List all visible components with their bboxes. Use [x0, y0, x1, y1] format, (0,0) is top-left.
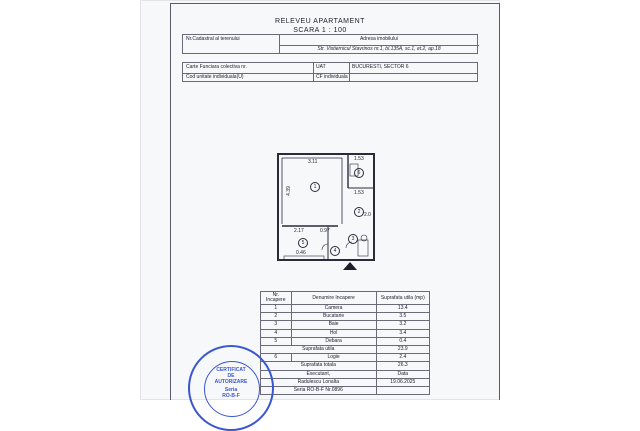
table-row [261, 305, 430, 313]
row-area: 3.2 [376, 321, 429, 329]
col-header-name: Denumire Incapere [291, 292, 376, 305]
room-label-3: 3 [348, 234, 358, 244]
address-label: Adresa imobilului [359, 36, 399, 42]
stamp-line-4: Seria [224, 387, 238, 393]
subtotal-label: Suprafata utila [261, 345, 377, 353]
empty-cell [376, 386, 429, 394]
row-number: 3 [261, 321, 292, 329]
row-name: Debara [291, 337, 376, 345]
dim-left-vertical: 4.39 [285, 186, 292, 196]
room-label-6: 6 [354, 168, 364, 178]
dim-top-right: 1.53 [354, 156, 364, 162]
table-header-row [261, 292, 430, 305]
table-row [261, 337, 430, 345]
total-row [261, 362, 430, 370]
executant-code: Seria RO-B-F Nr.0896 [261, 386, 377, 394]
subtotal-row [261, 345, 430, 353]
floor-plan [268, 140, 388, 275]
stamp-line-1: CERTIFICAT [216, 367, 246, 373]
unit-label: Cod unitate individuala(U) [186, 74, 244, 80]
dim-bottom-small: 0.46 [296, 250, 306, 256]
total-value: 26.3 [376, 362, 429, 370]
table-row [261, 354, 430, 362]
executant-label: Executant, [261, 370, 377, 378]
subtotal-value: 23.9 [376, 345, 429, 353]
row-name: Camera [291, 305, 376, 313]
document-title: RELEVEU APARTAMENT [275, 18, 365, 25]
col-header-area: Suprafata utila (mp) [376, 292, 429, 305]
stamp-line-2: DE [227, 373, 235, 379]
area-table [260, 291, 430, 395]
row-name: Bucatarie [291, 313, 376, 321]
executant-name: Radulescu Lonalta [261, 378, 377, 386]
cadastral-label: Nr.Cadastral al terenului [186, 36, 240, 42]
room-label-5: 5 [298, 238, 308, 248]
col-header-number: Nr. Incapere [261, 292, 292, 305]
cf-label: Carte Funciara colectiva nr. [186, 64, 247, 70]
room-label-2: 2 [354, 207, 364, 217]
row-number: 1 [261, 305, 292, 313]
dim-mid-right: 1.53 [354, 190, 364, 196]
document-scale: SCARA 1 : 100 [293, 27, 347, 34]
stamp-line-5: RO-B-F [222, 393, 240, 399]
uat-value: BUCURESTI, SECTOR 6 [352, 64, 409, 70]
row-area: 3.4 [376, 329, 429, 337]
row-number: 5 [261, 337, 292, 345]
executant-code-row [261, 386, 430, 394]
date-value: 19.06.2025 [376, 378, 429, 386]
executant-row [261, 378, 430, 386]
table-row [261, 321, 430, 329]
executant-header-row [261, 370, 430, 378]
table-row [261, 313, 430, 321]
row-name: Logie [291, 354, 376, 362]
row-name: Hol [291, 329, 376, 337]
dim-bottom-left: 2.17 [294, 228, 304, 234]
room-label-1: 1 [310, 182, 320, 192]
dim-right-mid: 2.0 [364, 212, 371, 218]
dim-bottom-mid: 0.97 [320, 228, 330, 234]
row-number: 2 [261, 313, 292, 321]
header-cf-block [182, 62, 478, 82]
floor-plan-drawing [268, 140, 388, 275]
row-area: 0.4 [376, 337, 429, 345]
address-value: Str. Vistiernicul Stavrinos nr.1, bl.135A, sc.1, et.2, ap.18 [317, 46, 441, 52]
cf-individual-label: CF individuala [316, 74, 348, 80]
total-label: Suprafata totala [261, 362, 377, 370]
row-area: 3.5 [376, 313, 429, 321]
room-label-4: 4 [330, 246, 340, 256]
north-arrow-icon [343, 262, 357, 270]
stamp-line-3: AUTORIZARE [214, 379, 248, 385]
row-name: Baie [291, 321, 376, 329]
header-address-block [182, 34, 478, 54]
table-row [261, 329, 430, 337]
row-number: 4 [261, 329, 292, 337]
uat-label: UAT [316, 64, 326, 70]
row-number: 6 [261, 354, 292, 362]
date-label: Data [376, 370, 429, 378]
row-area: 13.4 [376, 305, 429, 313]
dim-top-left: 3.11 [308, 159, 318, 165]
authorization-stamp [188, 345, 274, 431]
row-area: 2.4 [376, 354, 429, 362]
